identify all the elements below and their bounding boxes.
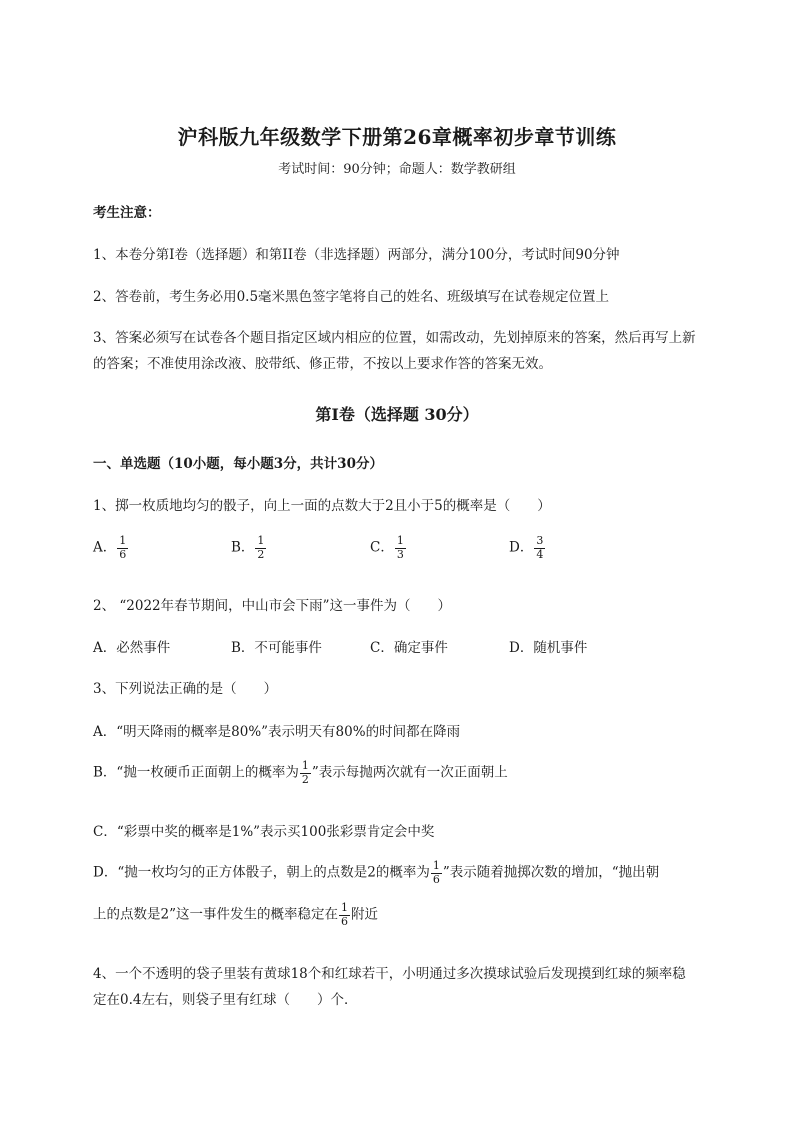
question-2-stem: 2、 “2022年春节期间，中山市会下雨”这一事件为（ ） [93, 598, 452, 614]
question-3-option-a: A．“明天降雨的概率是80%”表示明天有80%的时间都在降雨 [93, 724, 461, 740]
question-3-option-b [93, 760, 508, 786]
notice-item-3: 3、答案必须写在试卷各个题目指定区域内相应的位置，如需改动，先划掉原来的答案，然后再写上新 [93, 330, 696, 346]
part-heading: 一、单选题（10小题，每小题3分，共计30分） [93, 456, 383, 472]
fraction [339, 902, 350, 928]
question-2-option-c: C．确定事件 [370, 640, 448, 656]
option-text: D．“抛一枚均匀的正方体骰子，朝上的点数是2的概率为 [93, 864, 430, 881]
option-label: D． [509, 539, 534, 556]
option-label: C． [370, 539, 394, 556]
question-2-option-b: B．不可能事件 [231, 640, 322, 656]
question-3-stem: 3、下列说法正确的是（ ） [93, 681, 278, 697]
fraction [300, 760, 311, 786]
fraction-denominator: 6 [119, 547, 127, 561]
fraction-numerator: 1 [396, 534, 404, 547]
question-3-option-d [93, 860, 659, 886]
fraction-numerator: 1 [257, 534, 265, 547]
question-1-option-a [93, 535, 129, 561]
notice-item-2: 2、答卷前，考生务必用0.5毫米黑色签字笔将自己的姓名、班级填写在试卷规定位置上 [93, 289, 610, 305]
question-1-option-c [370, 535, 407, 561]
fraction-numerator: 3 [536, 534, 544, 547]
fraction [431, 860, 442, 886]
question-4-stem-cont: 定在0.4左右，则袋子里有红球（ ）个． [93, 992, 358, 1008]
fraction-denominator: 6 [341, 914, 348, 928]
question-1-stem: 1、掷一枚质地均匀的骰子，向上一面的点数大于2且小于5的概率是（ ） [93, 498, 551, 514]
fraction-denominator: 6 [432, 872, 440, 886]
notice-heading: 考生注意： [93, 205, 161, 221]
notice-item-1: 1、本卷分第I卷（选择题）和第II卷（非选择题）两部分，满分100分，考试时间90分钟 [93, 247, 620, 263]
question-2-option-d: D．随机事件 [509, 640, 588, 656]
question-1-option-b [231, 535, 267, 561]
fraction-numerator: 1 [301, 759, 309, 772]
fraction [395, 535, 406, 561]
question-4-stem: 4、一个不透明的袋子里装有黄球18个和红球若干，小明通过多次摸球试验后发现摸到红球的频率稳 [93, 966, 686, 982]
exam-subtitle: 考试时间：90分钟；命题人：数学教研组 [278, 162, 516, 177]
option-label: A． [93, 539, 117, 556]
notice-item-3-cont: 的答案；不准使用涂改液、胶带纸、修正带，不按以上要求作答的答案无效。 [93, 356, 552, 372]
option-text: ”表示每抛两次就有一次正面朝上 [311, 764, 508, 781]
fraction-numerator: 1 [432, 859, 440, 872]
fraction-denominator: 2 [301, 772, 309, 786]
question-1-option-d [509, 535, 546, 561]
option-label: B． [231, 539, 255, 556]
option-text: ”表示随着抛掷次数的增加，“抛出朝 [442, 864, 660, 881]
option-text: 上的点数是2”这一事件发生的概率稳定在 [93, 906, 338, 923]
exam-title: 沪科版九年级数学下册第26章概率初步章节训练 [177, 125, 617, 149]
fraction-denominator: 2 [257, 547, 265, 561]
question-3-option-d-cont [93, 902, 378, 928]
fraction [255, 535, 266, 561]
question-2-option-a: A．必然事件 [93, 640, 171, 656]
fraction-denominator: 3 [396, 547, 404, 561]
fraction [117, 535, 128, 561]
section-title: 第I卷（选择题 30分） [315, 405, 479, 424]
fraction-numerator: 1 [341, 901, 348, 914]
option-text: 附近 [351, 906, 378, 923]
option-text: B．“抛一枚硬币正面朝上的概率为 [93, 764, 299, 781]
fraction-numerator: 1 [119, 534, 127, 547]
fraction [534, 535, 545, 561]
fraction-denominator: 4 [536, 547, 544, 561]
question-3-option-c: C．“彩票中奖的概率是1%”表示买100张彩票肯定会中奖 [93, 824, 435, 840]
